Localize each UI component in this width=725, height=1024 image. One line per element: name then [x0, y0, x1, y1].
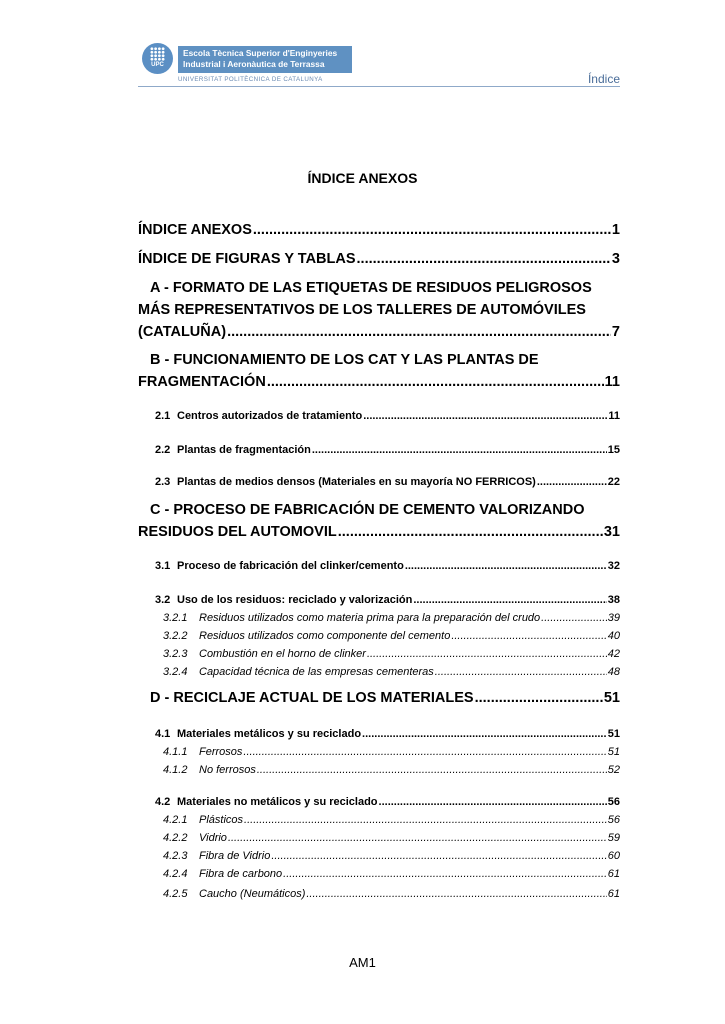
page-title: ÍNDICE ANEXOS: [307, 170, 418, 186]
toc-heading-line: A - FORMATO DE LAS ETIQUETAS DE RESIDUOS PELIGROSOS: [150, 280, 592, 296]
toc-page: 48: [607, 666, 620, 678]
toc-text: Centros autorizados de tratamiento: [177, 410, 363, 422]
toc-num: 4.2.4: [163, 868, 188, 880]
leader: [537, 476, 607, 488]
upc-logo-dots: [150, 47, 165, 61]
toc-page: 31: [603, 524, 620, 540]
toc-page: 51: [603, 690, 620, 706]
toc-page: 7: [611, 324, 620, 340]
leader: [435, 666, 607, 678]
toc-text: Ferrosos: [199, 746, 243, 758]
toc-num: 2.3: [155, 476, 171, 488]
toc-text: Fibra de Vidrio: [199, 850, 271, 862]
leader: [267, 374, 604, 390]
toc-text: ÍNDICE DE FIGURAS Y TABLAS: [138, 251, 356, 267]
toc-text: Residuos utilizados como materia prima para la preparación del crudo: [199, 612, 541, 624]
toc-entry[interactable]: [163, 666, 620, 678]
toc-text: Plantas de fragmentación: [177, 444, 311, 456]
leader: [338, 524, 603, 540]
leader: [363, 410, 607, 422]
toc-entry[interactable]: [155, 560, 620, 572]
school-name-box: [178, 46, 352, 73]
toc-page: 32: [607, 560, 620, 572]
toc-heading-line: MÁS REPRESENTATIVOS DE LOS TALLERES DE AUTOMÓVILES: [138, 302, 586, 318]
school-line-1: Escola Tècnica Superior d'Enginyeries: [183, 48, 338, 58]
toc-num: 3.1: [155, 560, 171, 572]
toc-entry[interactable]: [138, 524, 620, 540]
toc-num: 3.2.3: [163, 648, 188, 660]
toc-text: D - RECICLAJE ACTUAL DE LOS MATERIALES: [150, 690, 474, 706]
toc-num: 4.2.5: [163, 888, 188, 900]
toc-page: 11: [608, 410, 620, 422]
toc-page: 11: [604, 374, 620, 390]
leader: [357, 251, 611, 267]
toc-heading-line: C - PROCESO DE FABRICACIÓN DE CEMENTO VALORIZANDO: [150, 502, 585, 518]
toc-entry[interactable]: [163, 850, 620, 862]
toc-page: 39: [607, 612, 620, 624]
toc-text: Caucho (Neumáticos): [199, 888, 306, 900]
toc-entry[interactable]: [155, 796, 620, 808]
toc-entry[interactable]: [138, 374, 620, 390]
toc-text: Fibra de carbono: [199, 868, 283, 880]
toc-entry[interactable]: [150, 690, 620, 706]
toc-num: 3.2.4: [163, 666, 188, 678]
toc-entry[interactable]: [163, 832, 620, 844]
toc-text: Residuos utilizados como componente del cemento: [199, 630, 451, 642]
leader: [312, 444, 607, 456]
toc-text: No ferrosos: [199, 764, 256, 776]
toc-page: 59: [607, 832, 620, 844]
leader: [257, 764, 607, 776]
toc-heading-line: B - FUNCIONAMIENTO DE LOS CAT Y LAS PLANTAS DE: [150, 352, 539, 368]
toc-text: Capacidad técnica de las empresas cementeras: [199, 666, 434, 678]
toc-page: 56: [607, 796, 620, 808]
toc-text: Materiales metálicos y su reciclado: [177, 728, 362, 740]
toc-page: 61: [607, 868, 620, 880]
leader: [379, 796, 607, 808]
toc-entry[interactable]: [138, 251, 620, 267]
toc-page: 61: [607, 888, 620, 900]
toc-entry[interactable]: [163, 814, 620, 826]
toc-text: Vidrio: [199, 832, 227, 844]
leader: [405, 560, 607, 572]
toc-entry[interactable]: [155, 476, 620, 488]
toc-page: 42: [607, 648, 620, 660]
university-name: UNIVERSITAT POLITÈCNICA DE CATALUNYA: [178, 76, 323, 83]
leader: [451, 630, 606, 642]
header-divider: [138, 86, 620, 87]
toc-entry[interactable]: [163, 746, 620, 758]
toc-page: 1: [611, 222, 620, 238]
toc-page: 38: [607, 594, 620, 606]
toc-text: Uso de los residuos: reciclado y valorización: [177, 594, 413, 606]
toc-page: 51: [607, 728, 620, 740]
toc-text: Plantas de medios densos (Materiales en su mayoría NO FERRICOS): [177, 476, 536, 488]
toc-num: 4.1.1: [163, 746, 188, 758]
leader: [271, 850, 606, 862]
toc-num: 4.2: [155, 796, 171, 808]
leader: [475, 690, 603, 706]
section-label: Índice: [587, 72, 620, 86]
toc-entry[interactable]: [163, 764, 620, 776]
toc-page: 40: [607, 630, 620, 642]
toc-entry[interactable]: [155, 594, 620, 606]
toc-entry[interactable]: [163, 868, 620, 880]
toc-entry[interactable]: [138, 222, 620, 238]
toc-num: 4.2.3: [163, 850, 188, 862]
leader: [228, 832, 607, 844]
toc-page: 22: [607, 476, 620, 488]
toc-num: 4.1.2: [163, 764, 188, 776]
leader: [306, 888, 606, 900]
toc-num: 3.2.2: [163, 630, 188, 642]
toc-entry[interactable]: [163, 612, 620, 624]
toc-text: (CATALUÑA): [138, 324, 227, 340]
toc-text: RESIDUOS DEL AUTOMOVIL: [138, 524, 337, 540]
leader: [362, 728, 607, 740]
leader: [243, 746, 606, 758]
toc-page: 60: [607, 850, 620, 862]
toc-text: Combustión en el horno de clinker: [199, 648, 366, 660]
toc-page: 3: [611, 251, 620, 267]
toc-entry[interactable]: [155, 444, 620, 456]
toc-num: 2.2: [155, 444, 171, 456]
leader: [413, 594, 606, 606]
toc-page: 56: [607, 814, 620, 826]
toc-entry[interactable]: [155, 728, 620, 740]
leader: [283, 868, 607, 880]
toc-num: 3.2.1: [163, 612, 188, 624]
school-line-2: Industrial i Aeronàutica de Terrassa: [183, 59, 325, 69]
toc-entry[interactable]: [155, 410, 620, 422]
toc-text: FRAGMENTACIÓN: [138, 374, 266, 390]
toc-page: 52: [607, 764, 620, 776]
leader: [253, 222, 611, 238]
leader: [367, 648, 607, 660]
toc-num: 4.2.2: [163, 832, 188, 844]
toc-num: 2.1: [155, 410, 171, 422]
toc-page: 15: [607, 444, 620, 456]
toc-entry[interactable]: [163, 888, 620, 900]
toc-num: 4.2.1: [163, 814, 188, 826]
toc-entry[interactable]: [138, 324, 620, 340]
leader: [227, 324, 611, 340]
toc-entry[interactable]: [163, 630, 620, 642]
leader: [541, 612, 607, 624]
toc-num: 4.1: [155, 728, 171, 740]
toc-entry[interactable]: [163, 648, 620, 660]
leader: [244, 814, 607, 826]
toc-text: Materiales no metálicos y su reciclado: [177, 796, 378, 808]
page-number: AM1: [349, 955, 376, 970]
toc-text: Proceso de fabricación del clinker/cemento: [177, 560, 404, 572]
logo-initials: UPC: [151, 62, 164, 68]
toc-page: 51: [607, 746, 620, 758]
toc-num: 3.2: [155, 594, 171, 606]
toc-text: Plásticos: [199, 814, 244, 826]
toc-text: ÍNDICE ANEXOS: [138, 222, 252, 238]
